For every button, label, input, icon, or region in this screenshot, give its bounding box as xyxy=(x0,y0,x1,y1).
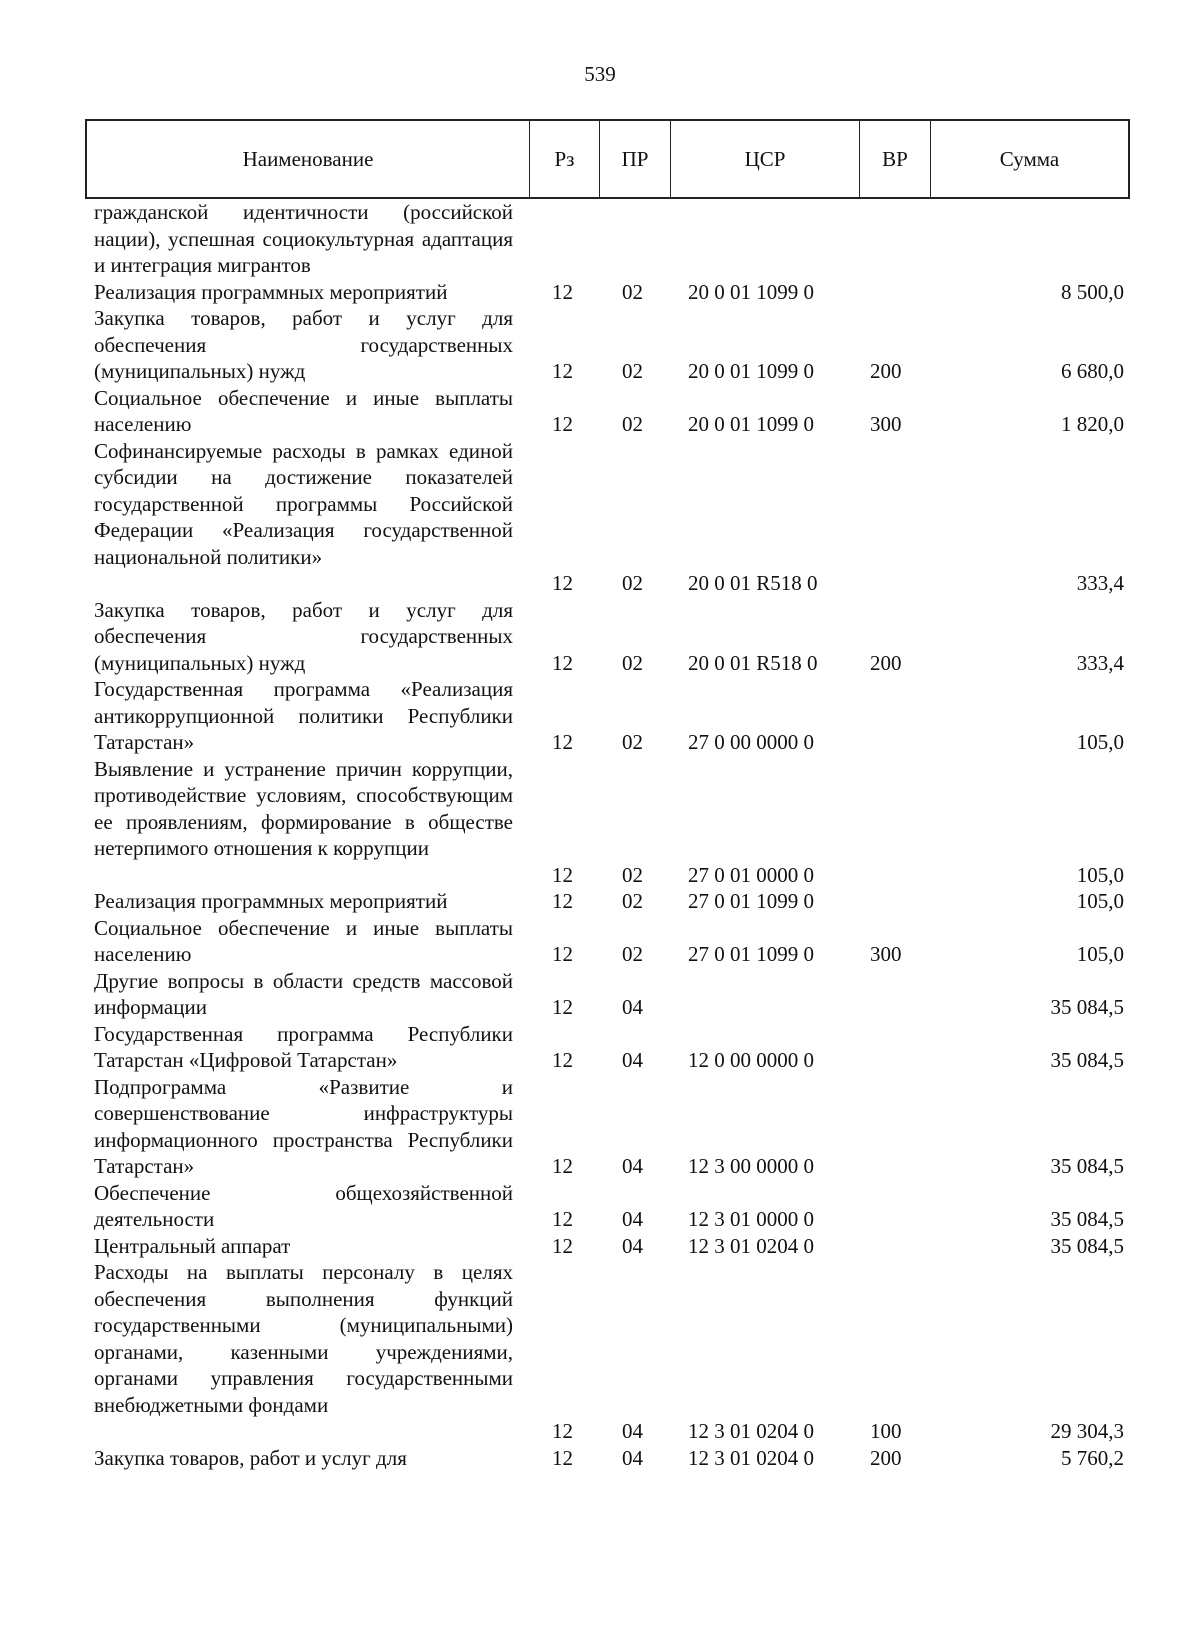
row-csr: 20 0 01 R518 0 xyxy=(688,571,818,595)
row-sum: 333,4 xyxy=(1076,650,1124,675)
row-pr: 02 xyxy=(622,889,643,913)
row-pr: 02 xyxy=(622,279,643,304)
table-row xyxy=(0,385,1200,438)
table-row xyxy=(0,915,1200,968)
row-pr: 02 xyxy=(622,412,643,436)
row-name: Выявление и устранение причин коррупции, противодействие условиям, способствующим ее проявлениям, формирование в обществе нетерпимого отношения к коррупции xyxy=(94,756,513,860)
row-rz: 12 xyxy=(552,1154,573,1178)
row-name: Обеспечение общехозяйственной деятельности xyxy=(94,1180,513,1231)
row-sum: 35 084,5 xyxy=(1050,1233,1124,1258)
row-pr: 04 xyxy=(622,995,643,1019)
row-rz: 12 xyxy=(552,1419,573,1443)
row-rz: 12 xyxy=(552,1445,573,1470)
row-pr: 02 xyxy=(622,942,643,966)
row-sum: 105,0 xyxy=(1076,942,1124,966)
row-name: гражданской идентичности (российской нации), успешная социокультурная адаптация и интеграция мигрантов xyxy=(94,200,513,277)
row-csr: 20 0 01 1099 0 xyxy=(688,359,814,383)
row-name: Центральный аппарат xyxy=(94,1233,291,1258)
row-csr: 20 0 01 R518 0 xyxy=(688,650,818,675)
row-sum: 35 084,5 xyxy=(1050,995,1124,1019)
row-pr: 02 xyxy=(622,862,643,887)
row-pr: 02 xyxy=(622,359,643,383)
table-row xyxy=(0,305,1200,385)
table-row xyxy=(0,1445,1200,1472)
row-rz: 12 xyxy=(552,730,573,754)
table-row xyxy=(0,968,1200,1021)
row-pr: 02 xyxy=(622,571,643,595)
row-name: Закупка товаров, работ и услуг для xyxy=(94,1445,407,1470)
row-rz: 12 xyxy=(552,862,573,887)
row-pr: 04 xyxy=(622,1445,643,1470)
header-vr: ВР xyxy=(860,121,931,197)
table-body xyxy=(0,199,1200,1471)
row-sum: 35 084,5 xyxy=(1050,1154,1124,1178)
row-vr: 300 xyxy=(870,412,902,436)
row-pr: 02 xyxy=(622,650,643,675)
row-sum: 29 304,3 xyxy=(1050,1419,1124,1443)
row-csr: 12 3 01 0204 0 xyxy=(688,1419,814,1443)
row-name: Социальное обеспечение и иные выплаты населению xyxy=(94,385,513,436)
header-name: Наименование xyxy=(87,121,530,197)
row-sum: 105,0 xyxy=(1076,862,1124,887)
header-rz: Рз xyxy=(530,121,600,197)
row-rz: 12 xyxy=(552,412,573,436)
table-row xyxy=(0,1259,1200,1445)
row-name: Другие вопросы в области средств массовой информации xyxy=(94,968,513,1019)
row-pr: 04 xyxy=(622,1419,643,1443)
row-name: Социальное обеспечение и иные выплаты населению xyxy=(94,915,513,966)
row-rz: 12 xyxy=(552,1048,573,1072)
row-rz: 12 xyxy=(552,359,573,383)
table-row xyxy=(0,1180,1200,1233)
page-number: 539 xyxy=(584,62,616,86)
row-sum: 35 084,5 xyxy=(1050,1207,1124,1231)
row-vr: 100 xyxy=(870,1419,902,1443)
row-vr: 200 xyxy=(870,359,902,383)
row-sum: 333,4 xyxy=(1076,571,1124,595)
table-row xyxy=(0,597,1200,677)
table-row xyxy=(0,756,1200,889)
row-pr: 04 xyxy=(622,1233,643,1258)
row-pr: 04 xyxy=(622,1154,643,1178)
table-row xyxy=(0,1074,1200,1180)
header-pr: ПР xyxy=(600,121,671,197)
row-name: Закупка товаров, работ и услуг для обеспечения государственных (муниципальных) нужд xyxy=(94,597,513,675)
row-name: Закупка товаров, работ и услуг для обеспечения государственных (муниципальных) нужд xyxy=(94,306,513,383)
table-row xyxy=(0,199,1200,279)
row-rz: 12 xyxy=(552,942,573,966)
row-sum: 8 500,0 xyxy=(1061,279,1124,304)
row-vr: 200 xyxy=(870,1445,902,1470)
row-sum: 1 820,0 xyxy=(1061,412,1124,436)
row-rz: 12 xyxy=(552,571,573,595)
table-row xyxy=(0,1021,1200,1074)
row-sum: 105,0 xyxy=(1076,889,1124,913)
row-name: Софинансируемые расходы в рамках единой субсидии на достижение показателей государственной программы Российской Федерации «Реализация государственной национальной политики» xyxy=(94,438,513,569)
row-rz: 12 xyxy=(552,1207,573,1231)
row-pr: 04 xyxy=(622,1207,643,1231)
table-header xyxy=(85,119,1130,199)
row-name: Реализация программных мероприятий xyxy=(94,279,448,304)
row-pr: 02 xyxy=(622,730,643,754)
table-row xyxy=(0,676,1200,756)
table-row xyxy=(0,438,1200,597)
row-name: Реализация программных мероприятий xyxy=(94,889,448,913)
row-name: Государственная программа «Реализация антикоррупционной политики Республики Татарстан» xyxy=(94,677,513,754)
row-csr: 12 3 00 0000 0 xyxy=(688,1154,814,1178)
row-csr: 27 0 01 1099 0 xyxy=(688,942,814,966)
row-sum: 35 084,5 xyxy=(1050,1048,1124,1072)
row-pr: 04 xyxy=(622,1048,643,1072)
table-row xyxy=(0,1233,1200,1260)
row-csr: 20 0 01 1099 0 xyxy=(688,412,814,436)
header-csr: ЦСР xyxy=(671,121,860,197)
row-vr: 300 xyxy=(870,942,902,966)
row-csr: 12 3 01 0000 0 xyxy=(688,1207,814,1231)
row-csr: 12 3 01 0204 0 xyxy=(688,1233,814,1258)
row-rz: 12 xyxy=(552,889,573,913)
row-sum: 6 680,0 xyxy=(1061,359,1124,383)
table-row xyxy=(0,888,1200,915)
row-vr: 200 xyxy=(870,650,902,675)
row-rz: 12 xyxy=(552,995,573,1019)
header-sum: Сумма xyxy=(999,146,1060,171)
row-csr: 20 0 01 1099 0 xyxy=(688,279,814,304)
row-csr: 27 0 01 1099 0 xyxy=(688,889,814,913)
row-rz: 12 xyxy=(552,279,573,304)
row-name: Государственная программа Республики Татарстан «Цифровой Татарстан» xyxy=(94,1021,513,1072)
row-rz: 12 xyxy=(552,650,573,675)
row-csr: 27 0 01 0000 0 xyxy=(688,862,814,887)
row-rz: 12 xyxy=(552,1233,573,1258)
row-csr: 12 0 00 0000 0 xyxy=(688,1048,814,1072)
row-csr: 27 0 00 0000 0 xyxy=(688,730,814,754)
row-sum: 105,0 xyxy=(1076,730,1124,754)
table-row xyxy=(0,279,1200,306)
row-name: Расходы на выплаты персоналу в целях обеспечения выполнения функций государственными (муниципальными) органами, казенными учреждениями, органами управления государственными внебюджетными фондами xyxy=(94,1260,513,1417)
row-name: Подпрограмма «Развитие и совершенствование инфраструктуры информационного пространства Республики Татарстан» xyxy=(94,1074,513,1178)
row-csr: 12 3 01 0204 0 xyxy=(688,1445,814,1470)
row-sum: 5 760,2 xyxy=(1061,1445,1124,1470)
